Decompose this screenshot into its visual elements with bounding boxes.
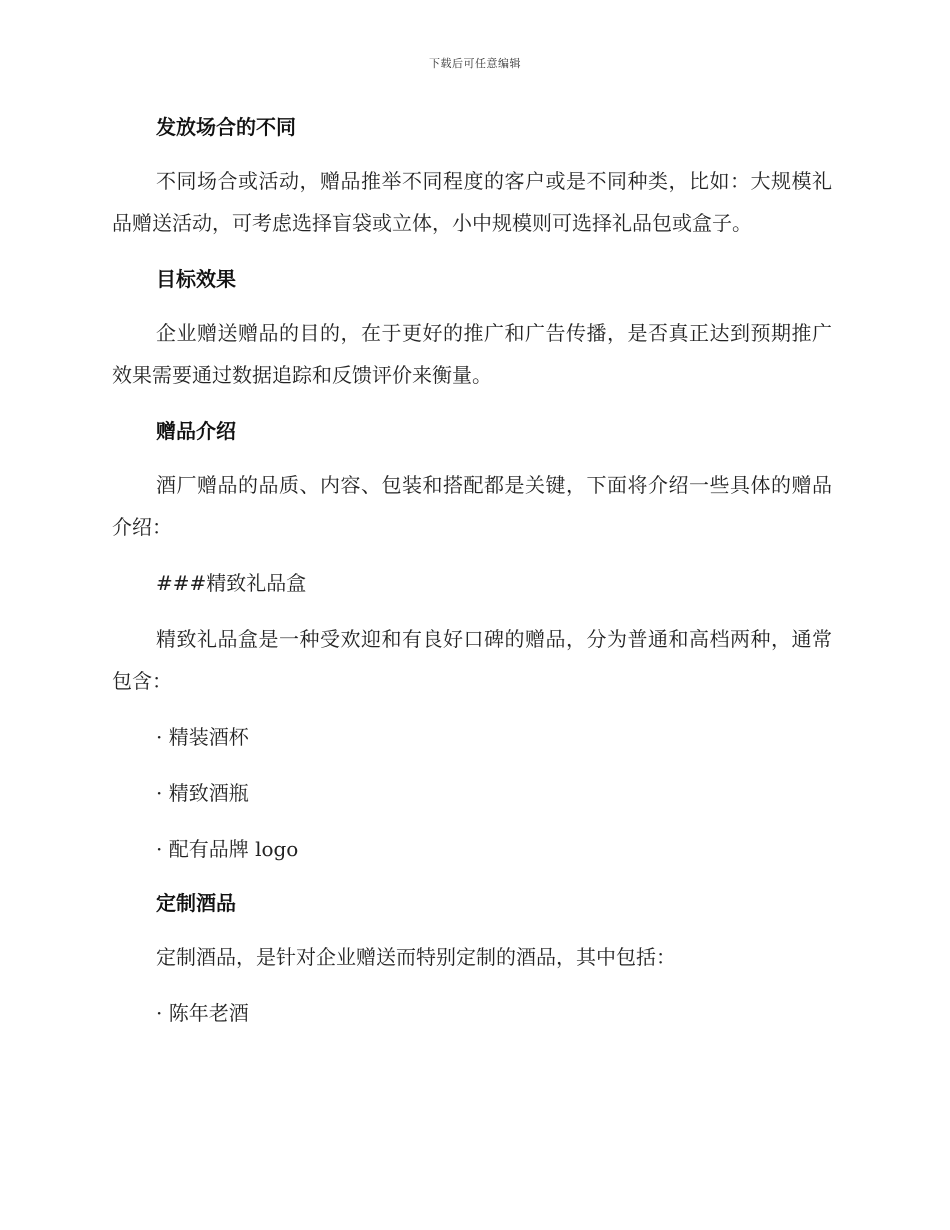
document-body <box>112 108 832 1034</box>
subheading-gift-box: ###精致礼品盒 <box>156 571 307 595</box>
list-item: · 精致酒瓶 <box>156 781 249 805</box>
section-heading-custom: 定制酒品 <box>156 891 236 915</box>
list-item: · 配有品牌 logo <box>156 837 299 861</box>
paragraph-goal: 企业赠送赠品的目的，在于更好的推广和广告传播，是否真正达到预期推广效果需要通过数据追踪和反馈评价来衡量。 <box>112 321 832 387</box>
page-header: 下载后可任意编辑 <box>429 57 521 70</box>
paragraph-gift-box: 精致礼品盒是一种受欢迎和有良好口碑的赠品，分为普通和高档两种，通常包含： <box>112 627 832 693</box>
paragraph-occasion: 不同场合或活动，赠品推举不同程度的客户或是不同种类，比如：大规模礼品赠送活动，可考虑选择盲袋或立体，小中规模则可选择礼品包或盒子。 <box>112 169 832 235</box>
paragraph-intro: 酒厂赠品的品质、内容、包装和搭配都是关键，下面将介绍一些具体的赠品介绍： <box>112 473 832 539</box>
section-heading-occasion: 发放场合的不同 <box>156 115 296 139</box>
section-heading-goal: 目标效果 <box>156 267 236 291</box>
section-heading-intro: 赠品介绍 <box>156 419 236 443</box>
list-item: · 精装酒杯 <box>156 725 249 749</box>
list-item: · 陈年老酒 <box>156 1001 249 1025</box>
paragraph-custom: 定制酒品，是针对企业赠送而特别定制的酒品，其中包括： <box>156 945 676 969</box>
